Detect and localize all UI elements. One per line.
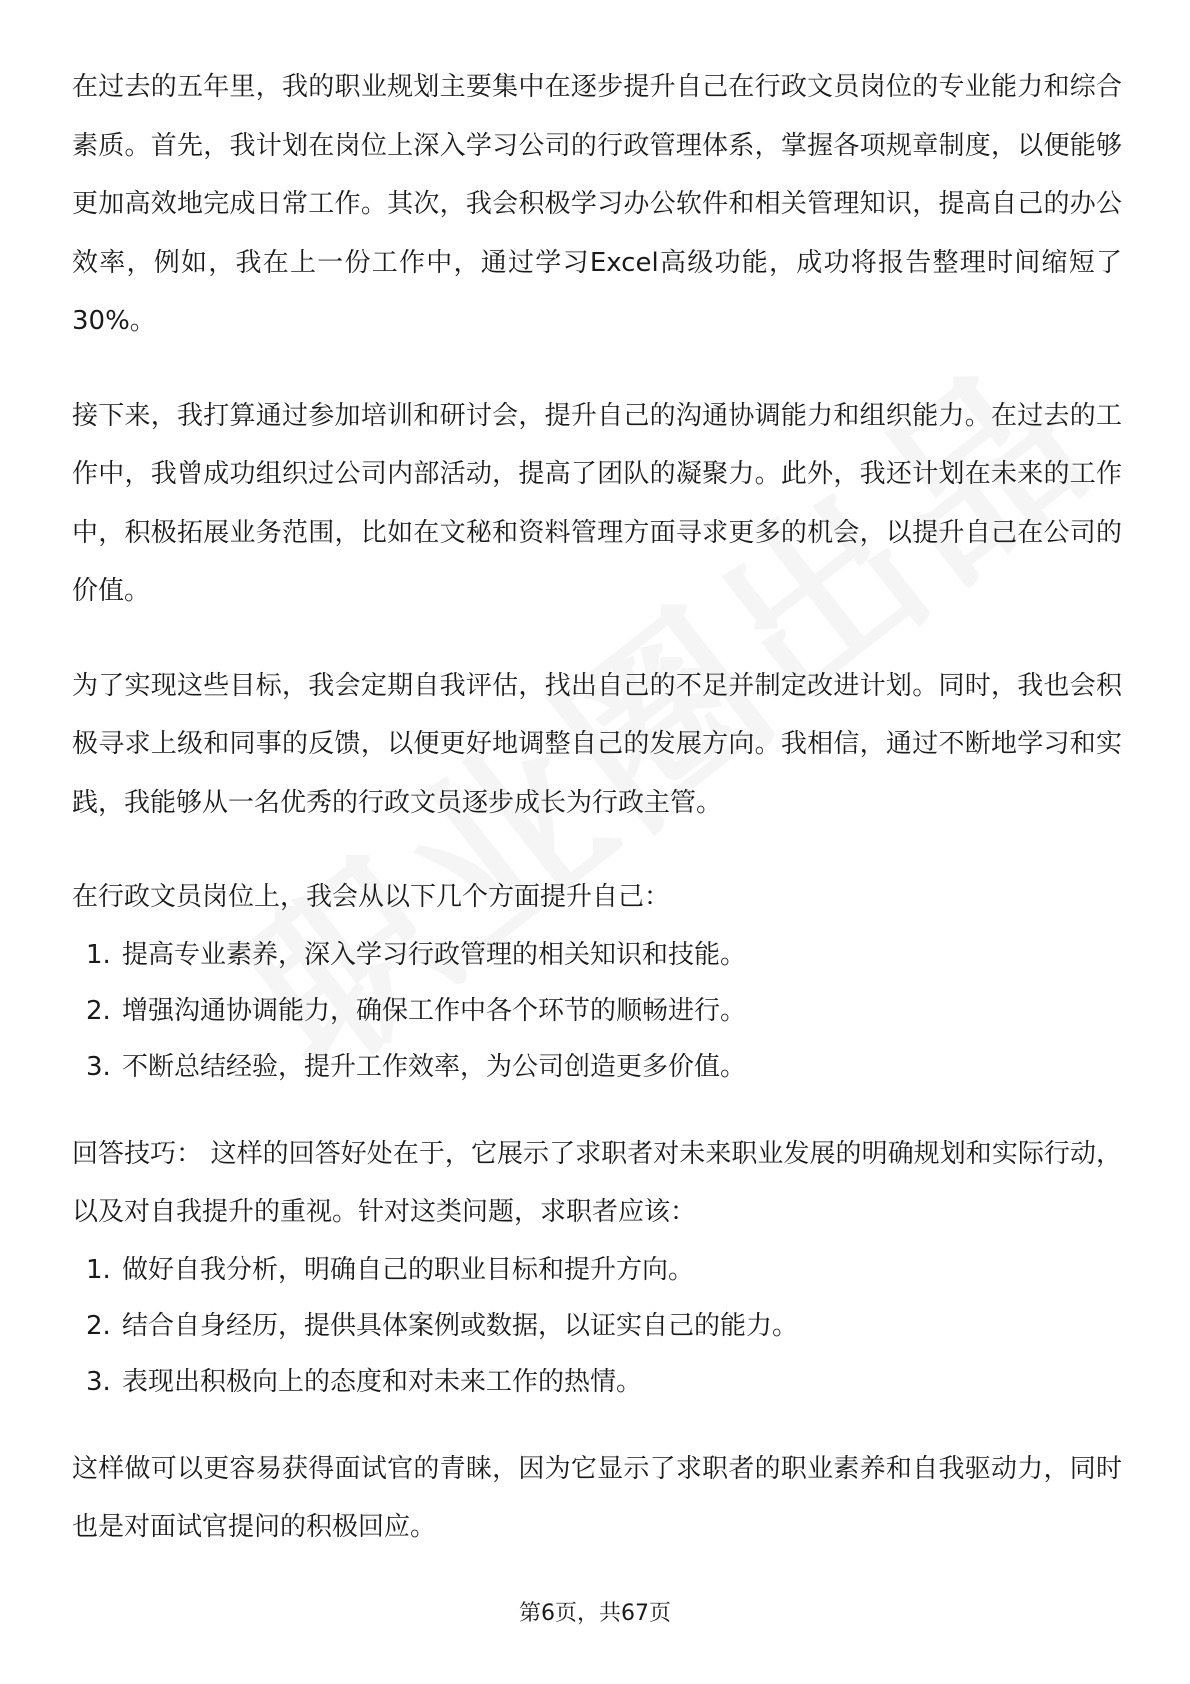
paragraph-career-plan: 在过去的五年里，我的职业规划主要集中在逐步提升自己在行政文员岗位的专业能力和综合素质。首先，我计划在岗位上深入学习公司的行政管理体系，掌握各项规章制度，以便能够更加高效地完成日常工作。其次，我会积极学习办公软件和相关管理知识，提高自己的办公效率，例如，我在上一份工作中，通过学习Excel高级功能，成功将报告整理时间缩短了30%。 bbox=[72, 72, 1122, 336]
list-item-text: 结合自身经历，提供具体案例或数据，以证实自己的能力。 bbox=[122, 1310, 799, 1341]
improvement-list bbox=[72, 927, 1122, 1095]
list-number: 3. bbox=[86, 1366, 111, 1397]
list-item-text: 不断总结经验，提升工作效率，为公司创造更多价值。 bbox=[122, 1051, 747, 1082]
list-item bbox=[72, 1354, 1122, 1410]
page-number: 第6页，共67页 bbox=[519, 1601, 671, 1626]
list-number: 3. bbox=[86, 1051, 111, 1082]
list-number: 2. bbox=[86, 995, 111, 1026]
list-item bbox=[72, 1242, 1122, 1298]
paragraph-improvement-intro: 在行政文员岗位上，我会从以下几个方面提升自己： bbox=[72, 882, 671, 912]
paragraph-answer-tips: 回答技巧： 这样的回答好处在于，它展示了求职者对未来职业发展的明确规划和实际行动，以及对自我提升的重视。针对这类问题，求职者应该： bbox=[72, 1138, 1122, 1227]
list-item bbox=[72, 1298, 1122, 1354]
list-item-text: 增强沟通协调能力，确保工作中各个环节的顺畅进行。 bbox=[122, 995, 747, 1026]
paragraph-goals: 为了实现这些目标，我会定期自我评估，找出自己的不足并制定改进计划。同时，我也会积极寻求上级和同事的反馈，以便更好地调整自己的发展方向。我相信，通过不断地学习和实践，我能够从一名优秀的行政文员逐步成长为行政主管。 bbox=[72, 670, 1122, 818]
list-item-text: 做好自我分析，明确自己的职业目标和提升方向。 bbox=[122, 1254, 695, 1285]
list-item-text: 提高专业素养，深入学习行政管理的相关知识和技能。 bbox=[122, 939, 747, 970]
list-item-text: 表现出积极向上的态度和对未来工作的热情。 bbox=[122, 1366, 643, 1397]
list-number: 2. bbox=[86, 1310, 111, 1341]
paragraph-next-steps: 接下来，我打算通过参加培训和研讨会，提升自己的沟通协调能力和组织能力。在过去的工作中，我曾成功组织过公司内部活动，提高了团队的凝聚力。此外，我还计划在未来的工作中，积极拓展业务范围，比如在文秘和资料管理方面寻求更多的机会，以提升自己在公司的价值。 bbox=[72, 400, 1122, 606]
tips-list bbox=[72, 1242, 1122, 1410]
list-number: 1. bbox=[86, 939, 111, 970]
document-body bbox=[72, 58, 1122, 1557]
list-item bbox=[72, 1039, 1122, 1095]
paragraph-conclusion: 这样做可以更容易获得面试官的青睐，因为它显示了求职者的职业素养和自我驱动力，同时也是对面试官提问的积极回应。 bbox=[72, 1453, 1122, 1542]
list-number: 1. bbox=[86, 1254, 111, 1285]
list-item bbox=[72, 927, 1122, 983]
list-item bbox=[72, 983, 1122, 1039]
